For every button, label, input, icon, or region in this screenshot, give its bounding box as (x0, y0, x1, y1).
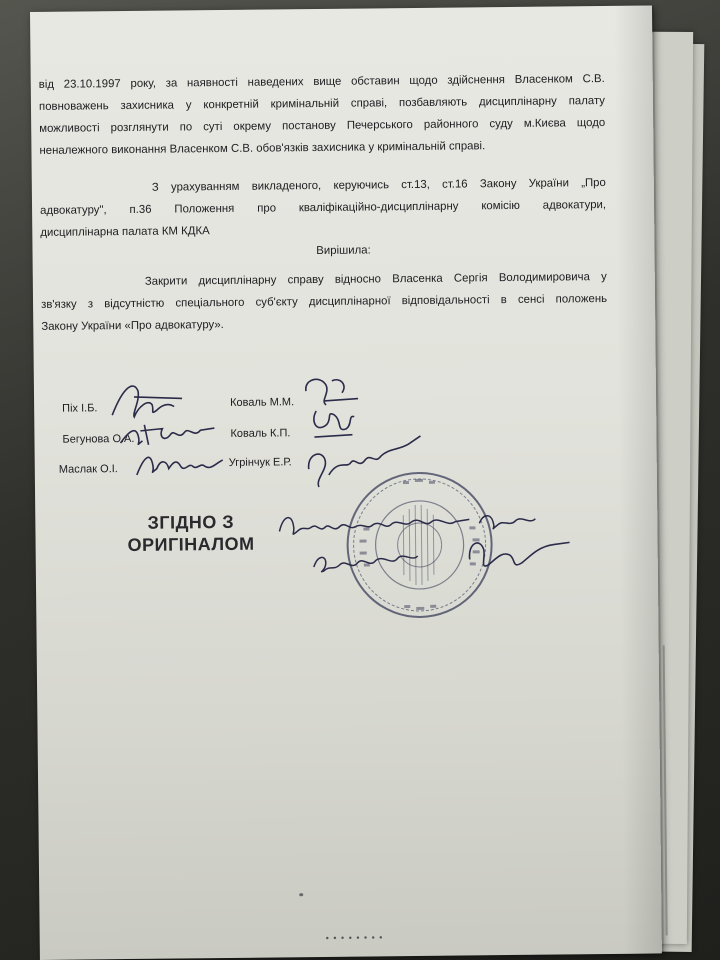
signature-maslak (131, 444, 231, 485)
paragraph-2-line: дисциплінарна палата КМ КДКА (40, 225, 210, 239)
certified-copy-stamp (127, 511, 254, 556)
ink-dot (299, 893, 303, 896)
paragraph-3-line: зв'язку з відсутністю спеціального суб'єкту дисциплінарної відповідальності в сенсі положень (41, 292, 608, 311)
signer-name-koval-mm: Коваль М.М. (230, 396, 295, 409)
paragraph-1-line: можливості розглянути по суті окрему постанову Печерського районного суду м.Києва щодо (39, 116, 606, 135)
handwritten-certification (273, 498, 574, 591)
signer-name-koval-kp: Коваль К.П. (230, 427, 291, 440)
signer-name-ugrinchuk: Угрінчук Е.Р. (228, 456, 292, 469)
paragraph-1-line: повноважень захисника у конкретній кримінальній справі, позбавляють дисциплінарну палату (38, 94, 606, 113)
paragraph-1-line: від 23.10.1997 року, за наявності наведених вище обставин щодо здійснення Власенком С.В. (38, 72, 605, 91)
signer-name-pikh: Піх І.Б. (62, 402, 98, 415)
footer-mark: • • • • • • • • (325, 932, 384, 943)
signer-name-begunova: Бегунова О.А. (62, 432, 135, 446)
paragraph-1-line: неналежного виконання Власенком С.В. обов'язків захисника у кримінальній справі. (39, 140, 486, 157)
stamp-line-2: ОРИГІНАЛОМ (127, 533, 255, 556)
paragraph-2-line: адвокатуру", п.36 Положення про кваліфікаційно-дисциплінарну комісію адвокатури, (40, 198, 607, 217)
document-page (30, 5, 662, 959)
stamp-line-1: ЗГІДНО З (147, 511, 235, 533)
paragraph-3-line: Закрити дисциплінарну справу відносно Власенка Сергія Володимировича у (144, 270, 607, 288)
paragraph-2-line: З урахуванням викладеного, керуючись ст.13, ст.16 Закону України „Про (151, 176, 606, 194)
paragraph-3-line: Закону України «Про адвокатуру». (41, 318, 224, 333)
signer-name-maslak: Маслак О.І. (58, 463, 118, 476)
decision-heading: Вирішила: (316, 244, 371, 258)
